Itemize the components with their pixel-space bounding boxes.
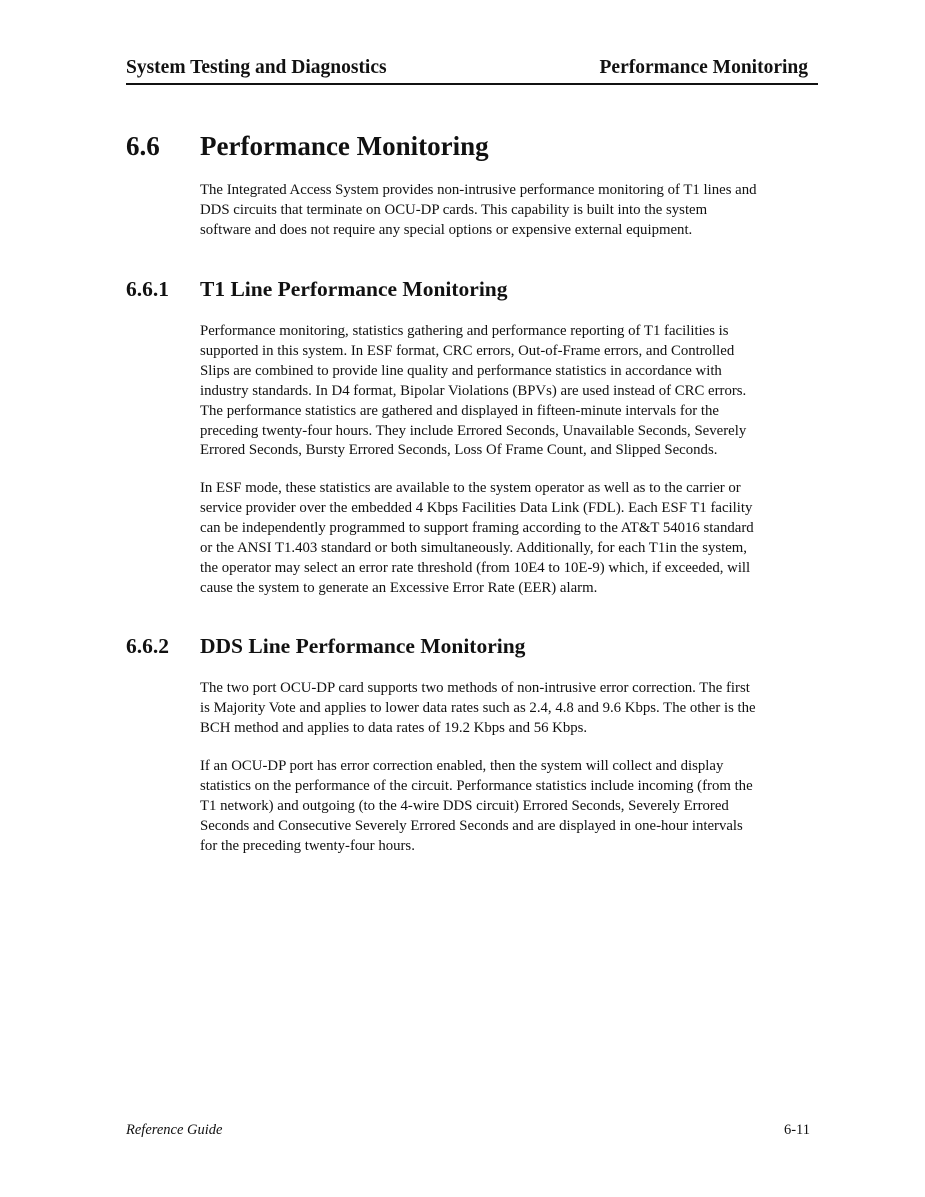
section-title: Performance Monitoring <box>200 131 489 161</box>
text-line: DDS circuits that terminate on OCU-DP cards. This capability is built into the system <box>200 201 708 218</box>
subsection-number: 6.6.2 <box>126 634 169 658</box>
dds-paragraph-1 <box>200 679 816 739</box>
text-line: If an OCU-DP port has error correction enabled, then the system will collect and display <box>200 758 724 774</box>
text-line: Slips are combined to provide line quality and performance statistics in accordance with <box>200 362 722 379</box>
subsection-title: DDS Line Performance Monitoring <box>200 634 526 658</box>
text-line: The two port OCU-DP card supports two methods of non-intrusive error correction. The first <box>200 680 750 696</box>
dds-paragraph-2 <box>200 757 816 857</box>
text-line: preceding twenty-four hours. They include Errored Seconds, Unavailable Seconds, Severely <box>200 422 747 439</box>
text-line: for the preceding twenty-four hours. <box>200 837 415 854</box>
text-line: statistics on the performance of the circuit. Performance statistics include incoming (from the <box>200 777 753 794</box>
t1-paragraph-2 <box>200 479 816 598</box>
header-section-title: Performance Monitoring <box>599 57 808 78</box>
subsection-heading-t1 <box>126 276 508 302</box>
page-number: 6-11 <box>783 1122 810 1138</box>
text-line: Seconds and Consecutive Severely Errored Seconds and are displayed in one-hour intervals <box>200 817 743 834</box>
text-line: industry standards. In D4 format, Bipolar Violations (BPVs) are used instead of CRC errors. <box>200 382 747 399</box>
section-heading <box>126 130 489 162</box>
intro-paragraph <box>200 181 816 241</box>
footer-document-title: Reference Guide <box>126 1122 223 1138</box>
text-line: T1 network) and outgoing (to the 4-wire DDS circuit) Errored Seconds, Severely Errored <box>200 797 729 814</box>
text-line: software and does not require any special options or expensive external equipment. <box>200 221 693 238</box>
text-line: is Majority Vote and applies to lower data rates such as 2.4, 4.8 and 9.6 Kbps. The other is the <box>200 699 756 716</box>
text-line: The performance statistics are gathered and displayed in fifteen-minute intervals for the <box>200 402 719 419</box>
page-footer <box>126 1121 818 1141</box>
text-line: the operator may select an error rate threshold (from 10E4 to 10E-9) which, if exceeded, will <box>200 559 751 576</box>
text-line: Performance monitoring, statistics gathering and performance reporting of T1 facilities is <box>200 323 729 339</box>
subsection-number: 6.6.1 <box>126 277 169 301</box>
subsection-title: T1 Line Performance Monitoring <box>200 277 508 301</box>
section-number: 6.6 <box>126 131 160 161</box>
page-header <box>126 57 818 85</box>
header-chapter-title: System Testing and Diagnostics <box>126 57 387 78</box>
text-line: The Integrated Access System provides non-intrusive performance monitoring of T1 lines and <box>200 182 757 198</box>
t1-paragraph-1 <box>200 322 816 461</box>
text-line: can be independently programmed to support framing according to the AT&T 54016 standard <box>200 519 754 536</box>
text-line: BCH method and applies to data rates of 19.2 Kbps and 56 Kbps. <box>200 719 588 736</box>
text-line: cause the system to generate an Excessive Error Rate (EER) alarm. <box>200 579 598 596</box>
text-line: In ESF mode, these statistics are available to the system operator as well as to the carrier or <box>200 480 741 496</box>
text-line: Errored Seconds, Bursty Errored Seconds, Loss Of Frame Count, and Slipped Seconds. <box>200 442 718 459</box>
text-line: service provider over the embedded 4 Kbps Facilities Data Link (FDL). Each ESF T1 facility <box>200 499 753 516</box>
text-line: or the ANSI T1.403 standard or both simultaneously. Additionally, for each T1in the system, <box>200 539 747 556</box>
subsection-heading-dds <box>126 633 525 659</box>
text-line: supported in this system. In ESF format, CRC errors, Out-of-Frame errors, and Controlled <box>200 342 735 359</box>
